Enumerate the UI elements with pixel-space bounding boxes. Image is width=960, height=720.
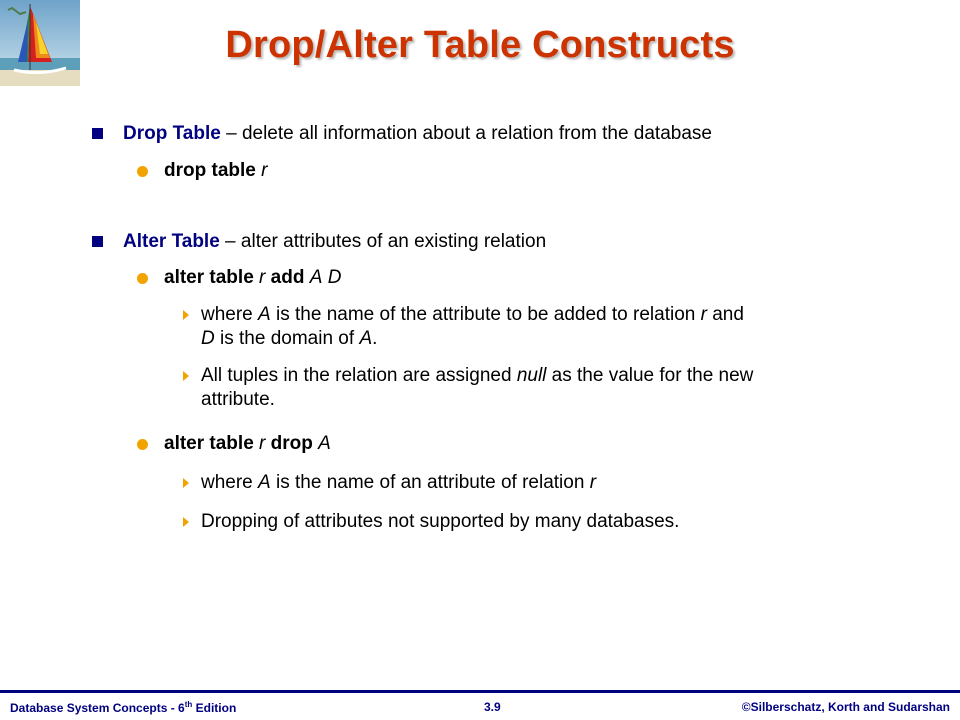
slide-title: Drop/Alter Table Constructs (225, 24, 735, 66)
alter-add-detail-2 (183, 364, 903, 412)
drop-table-keyword: drop table (164, 160, 256, 181)
var: A (258, 472, 271, 493)
null-word: null (516, 365, 547, 386)
circle-bullet-icon (137, 273, 148, 284)
arrow-bullet-icon (183, 517, 189, 527)
text: Database System Concepts - 6 (10, 701, 185, 715)
alter-drop-detail-1 (183, 471, 903, 495)
add-keyword: add (270, 267, 305, 288)
var: r (700, 304, 707, 325)
arrow-bullet-icon (183, 478, 189, 488)
slide-footer (0, 690, 960, 720)
text: and (706, 304, 744, 325)
alter-table-description: – alter attributes of an existing relation (219, 231, 547, 252)
alter-add-detail-1 (183, 303, 903, 351)
arrow-bullet-icon (183, 371, 189, 381)
drop-table-description: – delete all information about a relation from the database (220, 123, 712, 144)
circle-bullet-icon (137, 439, 148, 450)
text: where (201, 304, 259, 325)
var: r (589, 472, 597, 493)
square-bullet-icon (92, 236, 103, 247)
text: th (184, 700, 193, 709)
footer-book-title (10, 700, 236, 715)
text: Dropping of attributes not supported by many databases. (201, 511, 680, 532)
footer-copyright: ©Silberschatz, Korth and Sudarshan (741, 700, 950, 714)
attribute-var: A (318, 433, 331, 454)
text: . (372, 328, 378, 349)
alter-table-keyword: alter table (164, 267, 254, 288)
relation-var: r (259, 267, 266, 288)
var: A (359, 328, 373, 349)
circle-bullet-icon (137, 166, 148, 177)
text: is the domain of (214, 328, 360, 349)
square-bullet-icon (92, 128, 103, 139)
text: attribute. (201, 389, 275, 410)
drop-table-arg: r (261, 160, 268, 181)
attribute-var: A (309, 267, 323, 288)
var: D (201, 328, 215, 349)
text: All tuples in the relation are assigned (201, 365, 517, 386)
alter-table-heading: Alter Table (123, 231, 220, 252)
text: Edition (192, 701, 237, 715)
arrow-bullet-icon (183, 310, 189, 320)
footer-page-number: 3.9 (484, 700, 501, 714)
alter-drop-detail-2 (183, 510, 903, 534)
drop-table-heading: Drop Table (123, 123, 221, 144)
footer-divider (0, 690, 960, 693)
var: A (258, 304, 271, 325)
text: where (201, 472, 259, 493)
text: as the value for the new (546, 365, 754, 386)
alter-table-keyword: alter table (164, 433, 254, 454)
text: is the name of the attribute to be added to relation (270, 304, 701, 325)
drop-keyword: drop (270, 433, 313, 454)
relation-var: r (259, 433, 266, 454)
text: is the name of an attribute of relation (270, 472, 590, 493)
domain-var: D (327, 267, 342, 288)
